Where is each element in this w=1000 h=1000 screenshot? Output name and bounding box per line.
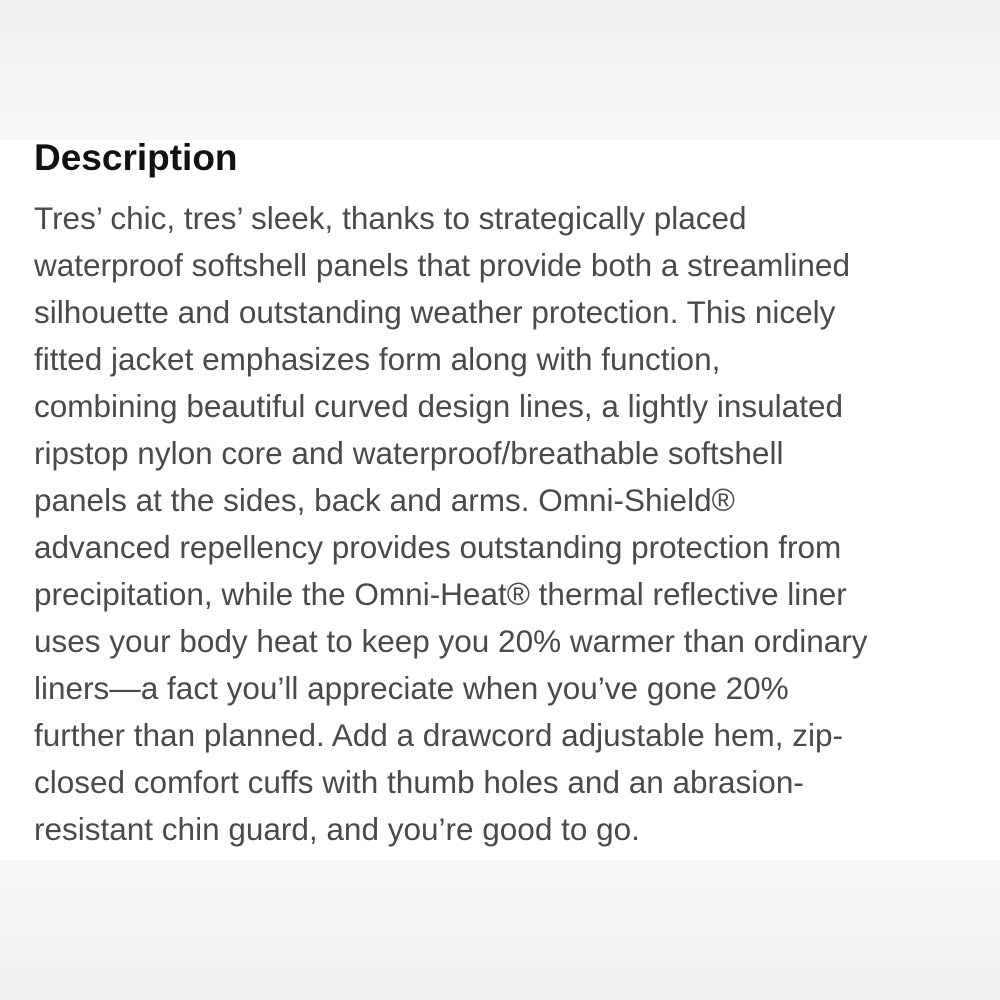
description-line: precipitation, while the Omni-Heat® thermal reflective liner (34, 576, 847, 612)
description-heading: Description (34, 137, 238, 178)
description-line: waterproof softshell panels that provide both a streamlined (34, 247, 850, 283)
description-line: liners—a fact you’ll appreciate when you’ve gone 20% (34, 670, 789, 706)
description-line: further than planned. Add a drawcord adjustable hem, zip- (34, 717, 844, 753)
description-line: fitted jacket emphasizes form along with function, (34, 341, 721, 377)
top-background-band (0, 0, 1000, 140)
description-line: advanced repellency provides outstanding protection from (34, 529, 842, 565)
description-line: combining beautiful curved design lines, a lightly insulated (34, 388, 843, 424)
description-line: resistant chin guard, and you’re good to go. (34, 811, 640, 847)
description-line: uses your body heat to keep you 20% warmer than ordinary (34, 623, 868, 659)
bottom-background-band (0, 860, 1000, 1000)
description-line: silhouette and outstanding weather protection. This nicely (34, 294, 836, 330)
description-body (34, 195, 994, 853)
description-line: ripstop nylon core and waterproof/breathable softshell (34, 435, 784, 471)
description-line: closed comfort cuffs with thumb holes and an abrasion- (34, 764, 804, 800)
description-line: Tres’ chic, tres’ sleek, thanks to strategically placed (34, 200, 747, 236)
description-line: panels at the sides, back and arms. Omni-Shield® (34, 482, 735, 518)
